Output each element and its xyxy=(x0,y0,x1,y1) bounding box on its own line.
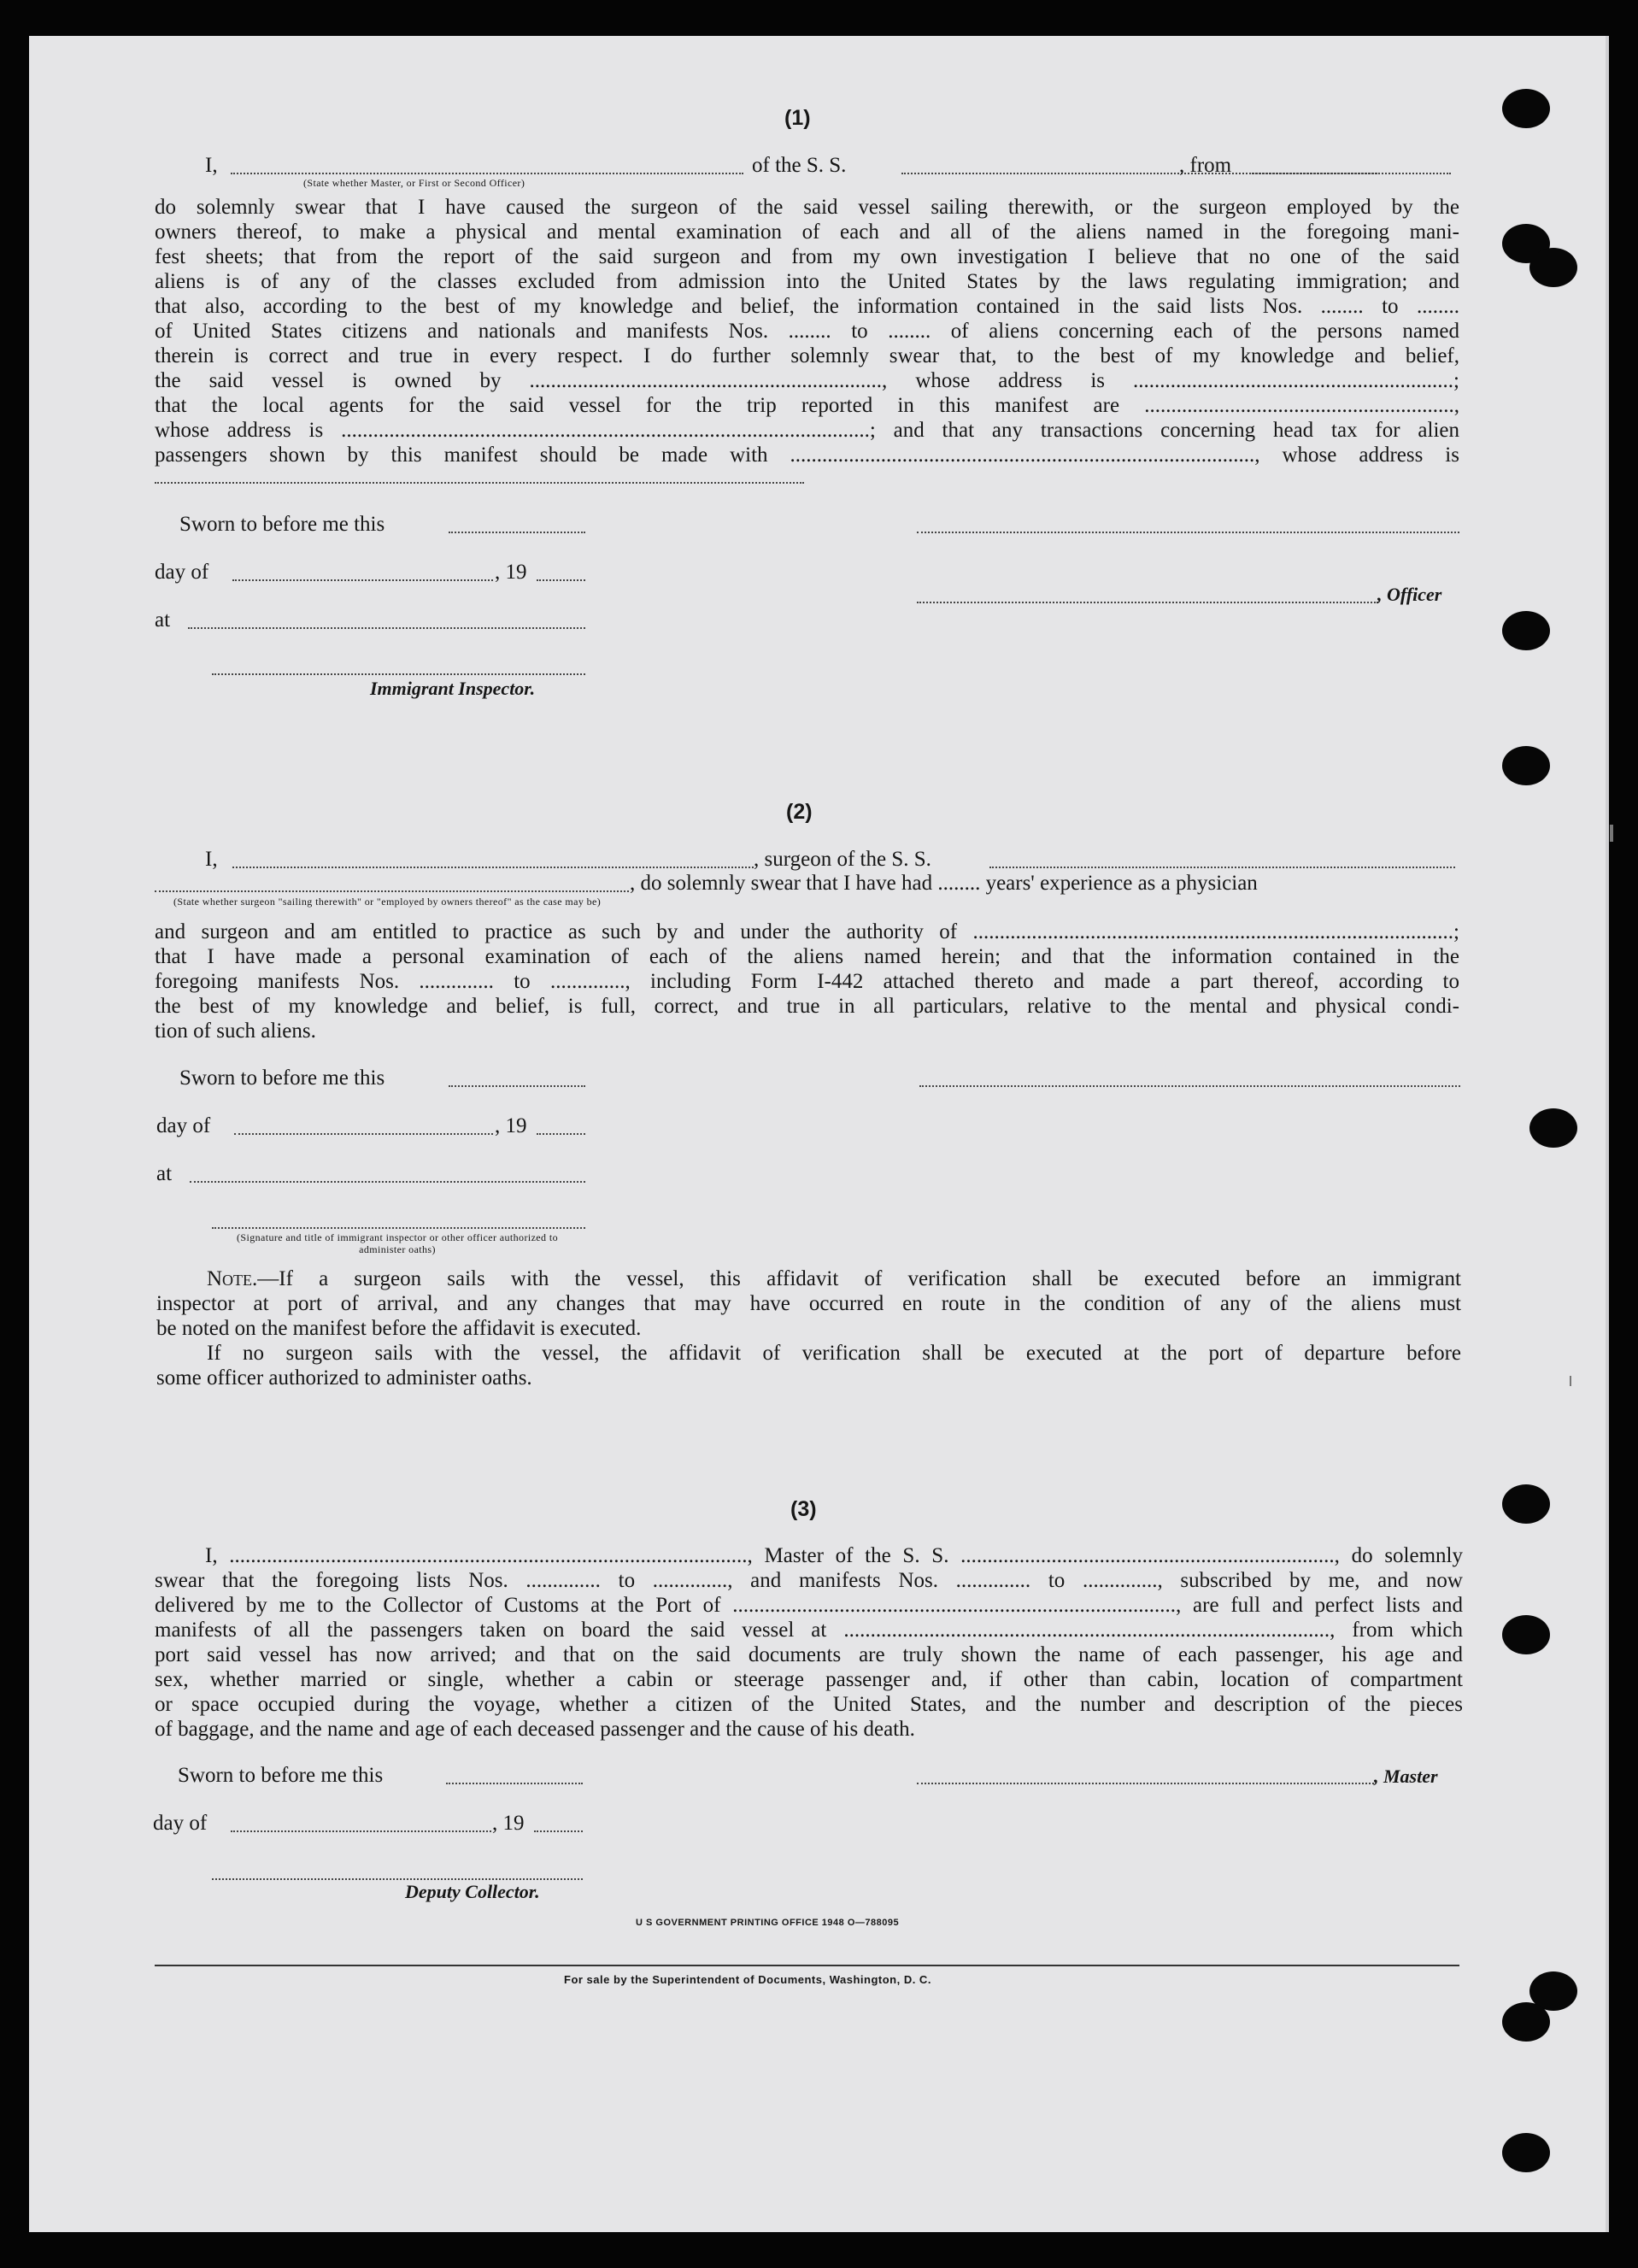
oath-line: delivered by me to the Collector of Customs at the Port of ..................................................................................., are full and perfect lists and xyxy=(155,1594,1463,1617)
punch-hole xyxy=(1502,2002,1550,2042)
oath-line: whose address is ...................................................................................................; and that any transactions concerning head tax for alien xyxy=(155,419,1459,442)
punch-hole xyxy=(1502,2133,1550,2172)
section-3-oath xyxy=(155,1543,1463,1742)
master-label: , Master xyxy=(1374,1766,1438,1787)
collector-label: Deputy Collector. xyxy=(405,1881,540,1902)
master-signature-line[interactable] xyxy=(917,1767,1374,1784)
oath-line: swear that the foregoing lists Nos. .............. to .............., and manifests Nos. .............. to .............., subscribed by me, and now xyxy=(155,1569,1463,1592)
sworn-day-field[interactable] xyxy=(446,1767,583,1784)
month-field[interactable] xyxy=(231,1815,491,1832)
oath-line: passengers shown by this manifest should be made with ......................................................................................., whose address is xyxy=(155,444,1459,467)
at-field[interactable] xyxy=(188,612,585,629)
officer-note: (State whether Master, or First or Second Officer) xyxy=(303,177,525,189)
oath-line: aliens is of any of the classes excluded from admission into the United States by the laws regulating immigration; and xyxy=(155,270,1459,293)
officer-line[interactable] xyxy=(917,586,1378,603)
note-line: If no surgeon sails with the vessel, the affidavit of verification shall be executed at the port of departure before xyxy=(207,1342,1461,1365)
section-2-number: (2) xyxy=(786,800,813,824)
oath-line: that the local agents for the said vessel for the trip reported in this manifest are .........................................................., xyxy=(155,394,1459,417)
oath-line: and surgeon and am entitled to practice as such by and under the authority of ..........................................................................................; xyxy=(155,920,1459,943)
note-label: Note. xyxy=(207,1267,258,1290)
oath-line: fest sheets; that from the report of the said surgeon and from my own investigation I believe that no one of the said xyxy=(155,245,1459,268)
year-label: , 19 xyxy=(492,1812,525,1835)
oath-line: foregoing manifests Nos. .............. to .............., including Form I-442 attached thereto and made a part thereof, according to xyxy=(155,970,1459,993)
name-field[interactable] xyxy=(231,154,743,174)
oath-line: sex, whether married or single, whether a cabin or steerage passenger and, if other than cabin, location of compartment xyxy=(155,1668,1463,1691)
oath-line: manifests of all the passengers taken on board the said vessel at ..........................................................................................., from which xyxy=(155,1619,1463,1642)
page-edge xyxy=(1606,36,1609,2232)
sworn-label: Sworn to before me this xyxy=(178,1764,384,1787)
head-tax-address-field[interactable] xyxy=(155,468,804,484)
day-of-label: day of xyxy=(155,561,209,584)
punch-hole xyxy=(1502,611,1550,650)
speck xyxy=(1610,825,1613,842)
oath-line: do solemnly swear that I have caused the surgeon of the said vessel sailing therewith, or the surgeon employed by the xyxy=(155,196,1459,219)
signature-note: (Signature and title of immigrant inspector or other officer authorized to administer oaths) xyxy=(237,1231,558,1255)
printing-imprint: U S GOVERNMENT PRINTING OFFICE 1948 O—788095 xyxy=(636,1918,900,1928)
sworn-label: Sworn to before me this xyxy=(179,1066,385,1090)
oath-line: tion of such aliens. xyxy=(155,1019,316,1043)
section-2-oath xyxy=(155,920,1459,1043)
at-label: at xyxy=(156,1162,173,1185)
year-label: , 19 xyxy=(495,1114,527,1137)
month-field[interactable] xyxy=(234,1118,493,1135)
surgeon-label: , surgeon of the S. S. xyxy=(754,848,931,871)
note-line: be noted on the manifest before the affidavit is executed. xyxy=(156,1317,642,1340)
note-line: inspector at port of arrival, and any changes that may have occurred en route in the condition of any of the aliens must xyxy=(156,1292,1461,1315)
officer-signature-line[interactable] xyxy=(917,516,1459,533)
pronoun-i: I, xyxy=(205,154,218,177)
punch-hole xyxy=(1502,1484,1550,1524)
at-field[interactable] xyxy=(190,1166,585,1183)
year-label: , 19 xyxy=(495,561,527,584)
pronoun-i: I, xyxy=(205,848,218,871)
year-field[interactable] xyxy=(537,1118,585,1135)
punch-hole xyxy=(1502,89,1550,128)
sworn-label: Sworn to before me this xyxy=(179,513,385,536)
of-ss-label: of the S. S. xyxy=(752,154,847,177)
surgeon-vessel-field[interactable] xyxy=(989,851,1455,868)
surgeon-signature-line[interactable] xyxy=(919,1070,1460,1087)
sale-notice: For sale by the Superintendent of Documents, Washington, D. C. xyxy=(564,1973,931,1986)
punch-hole xyxy=(1529,1108,1577,1148)
oath-line: owners thereof, to make a physical and mental examination of each and all of the aliens named in the foregoing mani- xyxy=(155,220,1459,244)
experience-line: , do solemnly swear that I have had ........ years' experience as a physician xyxy=(630,872,1258,895)
from-field[interactable] xyxy=(1249,154,1451,174)
sworn-day-field[interactable] xyxy=(449,516,585,533)
surgeon-note-paragraph xyxy=(156,1266,1461,1390)
inspector-label: Immigrant Inspector. xyxy=(370,678,536,699)
at-label: at xyxy=(155,608,171,632)
day-of-label: day of xyxy=(156,1114,211,1137)
oath-line: the said vessel is owned by .................................................................., whose address is ............................................................; xyxy=(155,369,1459,392)
oath-line: of United States citizens and nationals and manifests Nos. ........ to ........ of aliens concerning each of the persons named xyxy=(155,320,1459,343)
inspector-signature-line[interactable] xyxy=(212,658,585,675)
year-field[interactable] xyxy=(537,564,585,581)
surgeon-name-field[interactable] xyxy=(232,851,754,868)
punch-hole xyxy=(1502,746,1550,785)
inspector-signature-line[interactable] xyxy=(212,1212,585,1229)
officer-label: , Officer xyxy=(1377,584,1442,605)
surgeon-status-field[interactable] xyxy=(155,875,629,892)
oath-line: therein is correct and true in every respect. I do further solemnly swear that, to the best of my knowledge and belief, xyxy=(155,344,1459,367)
section-1-number: (1) xyxy=(784,106,811,130)
year-field[interactable] xyxy=(534,1815,583,1832)
oath-line: that also, according to the best of my knowledge and belief, the information contained in the said lists Nos. ........ to ........ xyxy=(155,295,1459,318)
day-of-label: day of xyxy=(153,1812,208,1835)
oath-line: port said vessel has now arrived; and that on the said documents are truly shown the name of each passenger, his age and xyxy=(155,1643,1463,1666)
surgeon-note: (State whether surgeon "sailing therewith" or "employed by owners thereof" as the case may be) xyxy=(173,896,602,908)
footer-rule xyxy=(155,1965,1459,1966)
punch-hole xyxy=(1529,248,1577,287)
section-1-oath xyxy=(155,195,1459,467)
note-line: Note.—If a surgeon sails with the vessel, this affidavit of verification shall be executed before an immigrant xyxy=(207,1267,1461,1290)
punch-hole xyxy=(1502,1615,1550,1654)
oath-line: or space occupied during the voyage, whether a citizen of the United States, and the number and description of the pieces xyxy=(155,1693,1463,1716)
speck xyxy=(1570,1376,1571,1386)
section-3-number: (3) xyxy=(790,1497,817,1521)
oath-line: that I have made a personal examination of each of the aliens named herein; and that the information contained in the xyxy=(155,945,1459,968)
sworn-day-field[interactable] xyxy=(449,1070,585,1087)
month-field[interactable] xyxy=(232,564,493,581)
note-line: some officer authorized to administer oaths. xyxy=(156,1366,532,1390)
from-label: , from xyxy=(1179,154,1232,177)
collector-signature-line[interactable] xyxy=(212,1863,583,1880)
oath-line: the best of my knowledge and belief, is full, correct, and true in all particulars, relative to the mental and physical condi- xyxy=(155,995,1459,1018)
oath-line: of baggage, and the name and age of each deceased passenger and the cause of his death. xyxy=(155,1718,915,1741)
oath-line: I, ................................................................................................., Master of the S. S. ......................................................................, do solemnly xyxy=(205,1544,1463,1567)
